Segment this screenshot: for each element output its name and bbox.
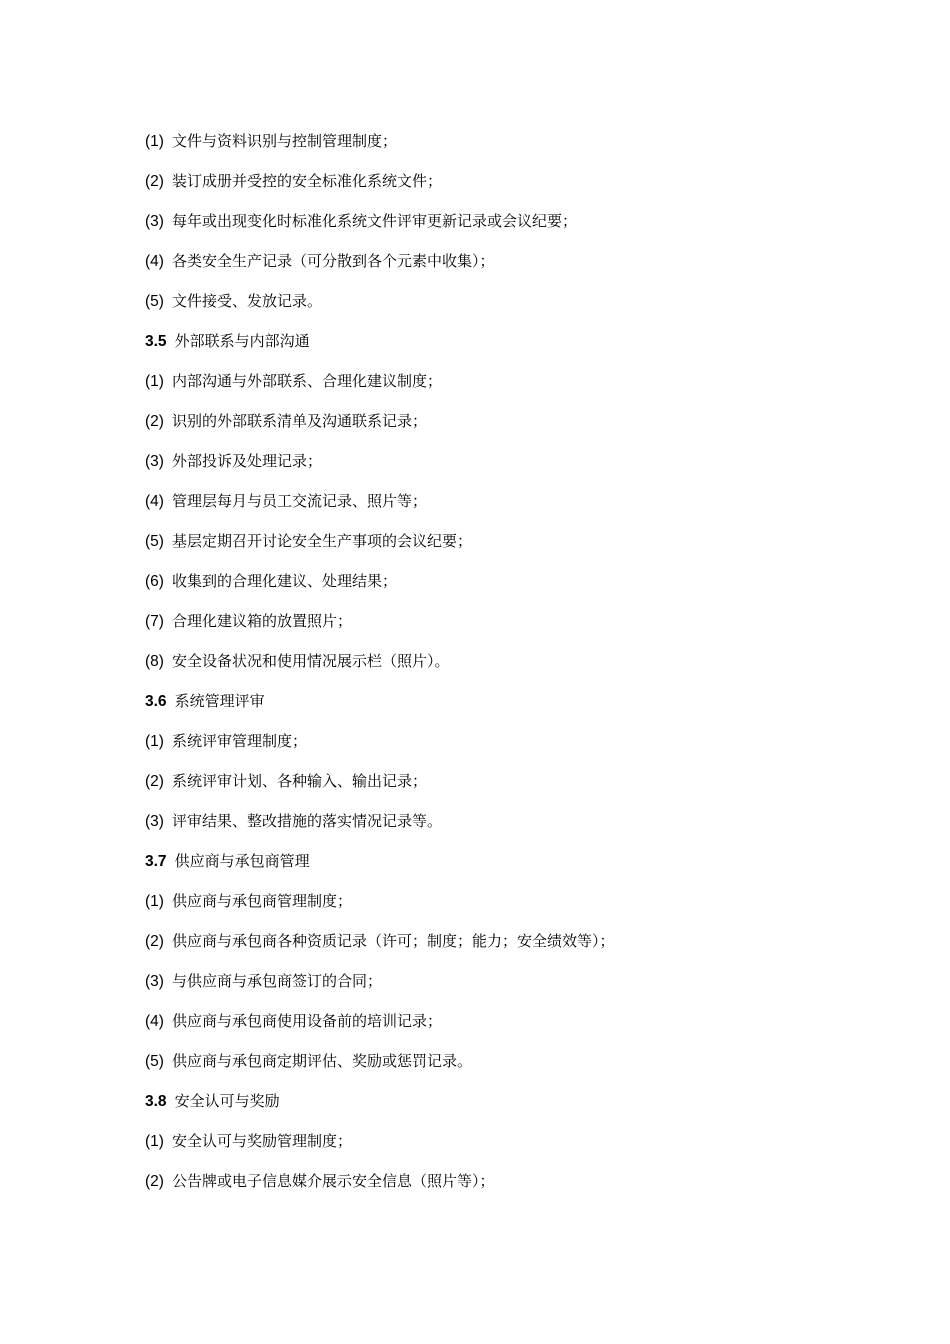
list-item bbox=[145, 210, 845, 250]
list-item bbox=[145, 890, 845, 930]
item-text: 公告牌或电子信息媒介展示安全信息（照片等）； bbox=[171, 1172, 495, 1190]
item-text: 安全认可与奖励管理制度； bbox=[171, 1132, 352, 1150]
list-item bbox=[145, 1050, 845, 1090]
section-heading bbox=[145, 850, 845, 890]
section-number: 3.8 bbox=[145, 1093, 167, 1110]
list-item bbox=[145, 490, 845, 530]
item-number: (6) bbox=[145, 573, 164, 590]
list-item bbox=[145, 930, 845, 970]
list-item bbox=[145, 730, 845, 770]
list-item bbox=[145, 250, 845, 290]
list-item bbox=[145, 290, 845, 330]
item-text: 系统评审计划、各种输入、输出记录； bbox=[171, 772, 427, 790]
list-item bbox=[145, 1010, 845, 1050]
list-item bbox=[145, 410, 845, 450]
item-text: 基层定期召开讨论安全生产事项的会议纪要； bbox=[171, 532, 472, 550]
section-title: 供应商与承包商管理 bbox=[174, 852, 310, 870]
item-number: (4) bbox=[145, 493, 164, 510]
item-number: (2) bbox=[145, 933, 164, 950]
item-text: 装订成册并受控的安全标准化系统文件； bbox=[171, 172, 442, 190]
item-text: 每年或出现变化时标准化系统文件评审更新记录或会议纪要； bbox=[171, 212, 577, 230]
list-item bbox=[145, 450, 845, 490]
item-text: 供应商与承包商使用设备前的培训记录； bbox=[171, 1012, 442, 1030]
item-number: (1) bbox=[145, 893, 164, 910]
item-text: 外部投诉及处理记录； bbox=[171, 452, 322, 470]
list-item bbox=[145, 130, 845, 170]
section-number: 3.7 bbox=[145, 853, 167, 870]
item-text: 供应商与承包商定期评估、奖励或惩罚记录。 bbox=[171, 1052, 472, 1070]
item-text: 管理层每月与员工交流记录、照片等； bbox=[171, 492, 427, 510]
item-text: 评审结果、整改措施的落实情况记录等。 bbox=[171, 812, 442, 830]
section-number: 3.5 bbox=[145, 333, 167, 350]
list-item bbox=[145, 1130, 845, 1170]
item-number: (4) bbox=[145, 253, 164, 270]
section-title: 安全认可与奖励 bbox=[174, 1092, 280, 1110]
item-number: (5) bbox=[145, 1053, 164, 1070]
section-heading bbox=[145, 690, 845, 730]
item-number: (1) bbox=[145, 373, 164, 390]
item-text: 安全设备状况和使用情况展示栏（照片）。 bbox=[171, 652, 450, 670]
item-number: (2) bbox=[145, 173, 164, 190]
item-number: (1) bbox=[145, 133, 164, 150]
item-number: (8) bbox=[145, 653, 164, 670]
list-item bbox=[145, 770, 845, 810]
item-text: 收集到的合理化建议、处理结果； bbox=[171, 572, 397, 590]
list-item bbox=[145, 810, 845, 850]
list-item bbox=[145, 650, 845, 690]
item-number: (5) bbox=[145, 533, 164, 550]
section-title: 外部联系与内部沟通 bbox=[174, 332, 310, 350]
item-number: (2) bbox=[145, 413, 164, 430]
item-number: (3) bbox=[145, 453, 164, 470]
list-item bbox=[145, 1170, 845, 1210]
item-number: (2) bbox=[145, 773, 164, 790]
item-number: (7) bbox=[145, 613, 164, 630]
item-text: 文件接受、发放记录。 bbox=[171, 292, 322, 310]
document-body bbox=[145, 130, 845, 1210]
item-number: (1) bbox=[145, 1133, 164, 1150]
item-number: (3) bbox=[145, 973, 164, 990]
item-text: 供应商与承包商各种资质记录（许可；制度；能力；安全绩效等）； bbox=[171, 932, 615, 950]
item-number: (3) bbox=[145, 813, 164, 830]
item-text: 供应商与承包商管理制度； bbox=[171, 892, 352, 910]
list-item bbox=[145, 370, 845, 410]
item-number: (5) bbox=[145, 293, 164, 310]
item-text: 内部沟通与外部联系、合理化建议制度； bbox=[171, 372, 442, 390]
list-item bbox=[145, 970, 845, 1010]
list-item bbox=[145, 530, 845, 570]
list-item bbox=[145, 610, 845, 650]
item-text: 文件与资料识别与控制管理制度； bbox=[171, 132, 397, 150]
item-number: (3) bbox=[145, 213, 164, 230]
section-number: 3.6 bbox=[145, 693, 167, 710]
section-heading bbox=[145, 1090, 845, 1130]
item-number: (1) bbox=[145, 733, 164, 750]
list-item bbox=[145, 170, 845, 210]
item-text: 系统评审管理制度； bbox=[171, 732, 307, 750]
item-text: 合理化建议箱的放置照片； bbox=[171, 612, 352, 630]
item-text: 识别的外部联系清单及沟通联系记录； bbox=[171, 412, 427, 430]
list-item bbox=[145, 570, 845, 610]
item-text: 各类安全生产记录（可分散到各个元素中收集）； bbox=[171, 252, 495, 270]
item-number: (4) bbox=[145, 1013, 164, 1030]
section-title: 系统管理评审 bbox=[174, 692, 265, 710]
item-text: 与供应商与承包商签订的合同； bbox=[171, 972, 382, 990]
section-heading bbox=[145, 330, 845, 370]
item-number: (2) bbox=[145, 1173, 164, 1190]
